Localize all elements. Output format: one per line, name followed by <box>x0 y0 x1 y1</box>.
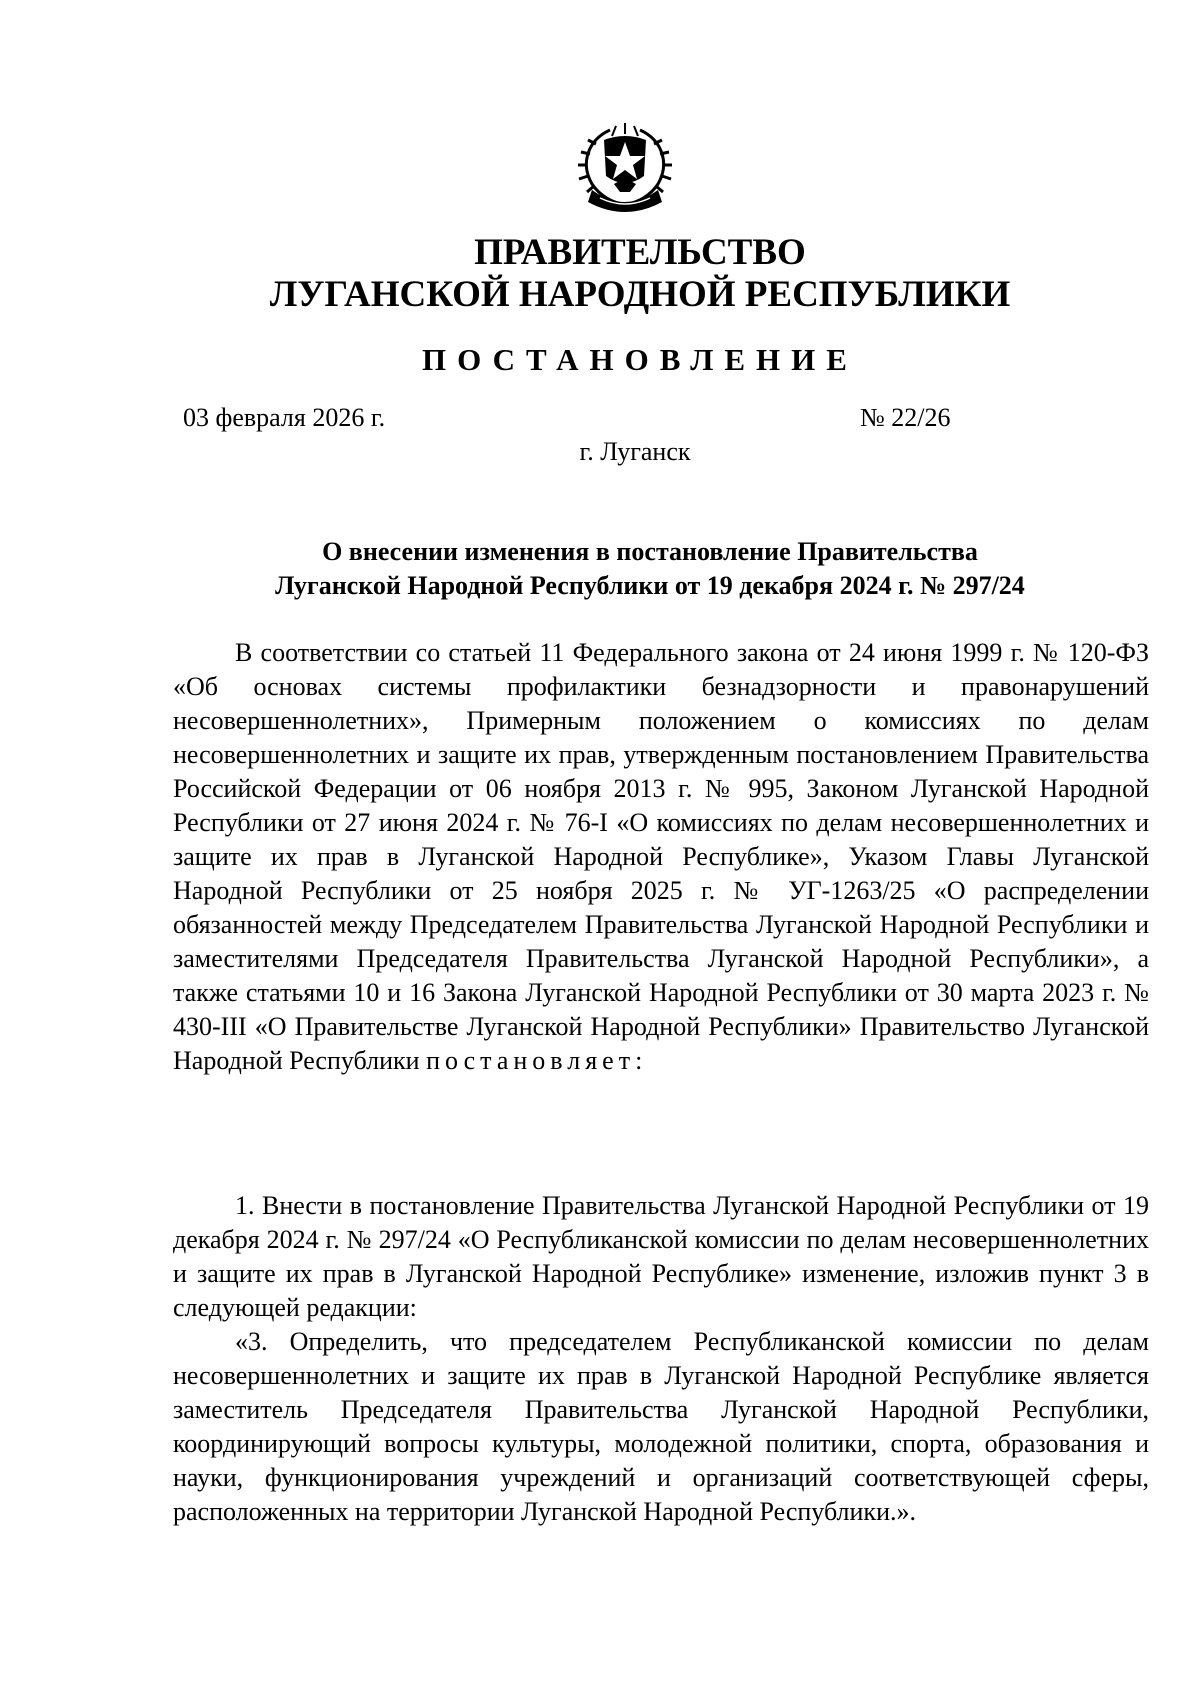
government-name-line1: ПРАВИТЕЛЬСТВО <box>474 232 806 273</box>
document-subject <box>170 535 1130 603</box>
government-name-line2: ЛУГАНСКОЙ НАРОДНОЙ РЕСПУБЛИКИ <box>269 274 1011 315</box>
preamble-paragraph <box>173 636 1149 1078</box>
item-1-quote-paragraph: «3. Определить, что председателем Республиканской комиссии по делам несовершеннолетних и защите их прав в Луганской Народной Республике является заместитель Председателя Правительства Луганской Народной Республики, координирующий вопросы культуры, молодежной политики, спорта, образования и науки, функционирования учреждений и организаций соответствующей сферы, расположенных на территории Луганской Народной Республики.». <box>173 1327 1149 1526</box>
preamble-text: В соответствии со статьей 11 Федерального закона от 24 июня 1999 г. № 120-ФЗ «Об основах системы профилактики безнадзорности и правонарушений несовершеннолетних», Примерным положением о комиссиях по делам несовершеннолетних и защите их прав, утвержденным постановлением Правительства Российской Федерации от 06 ноября 2013 г. № 995, Законом Луганской Народной Республики от 27 июня 2024 г. № 76-I «О комиссиях по делам несовершеннолетних и защите их прав в Луганской Народной Республике», Указом Главы Луганской Народной Республики от 25 ноября 2025 г. № УГ-1263/25 «О распределении обязанностей между Председателем Правительства Луганской Народной Республики и заместителями Председателя Правительства Луганской Народной Республики», а также статьями 10 и 16 Закона Луганской Народной Республики от 30 марта 2023 г. № 430-III «О Правительстве Луганской Народной Республики» Правительство Луганской Народной Республики <box>173 638 1149 1075</box>
resolves-word: постановляет: <box>426 1046 648 1075</box>
document-date: 03 февраля 2026 г. <box>183 403 386 432</box>
item-1-paragraph: 1. Внести в постановление Правительства Луганской Народной Республики от 19 декабря 2024 г. № 297/24 «О Республиканской комиссии по делам несовершеннолетних и защите их прав в Луганской Народной Республике» изменение, изложив пункт 3 в следующей редакции: <box>173 1191 1149 1322</box>
document-type: ПОСТАНОВЛЕНИЕ <box>422 342 858 377</box>
document-city: г. Луганск <box>579 437 691 466</box>
document-number: № 22/26 <box>860 403 951 432</box>
subject-line1: О внесении изменения в постановление Правительства <box>322 537 978 566</box>
state-emblem-icon <box>570 118 680 218</box>
subject-line2: Луганской Народной Республики от 19 декабря 2024 г. № 297/24 <box>275 571 1025 600</box>
